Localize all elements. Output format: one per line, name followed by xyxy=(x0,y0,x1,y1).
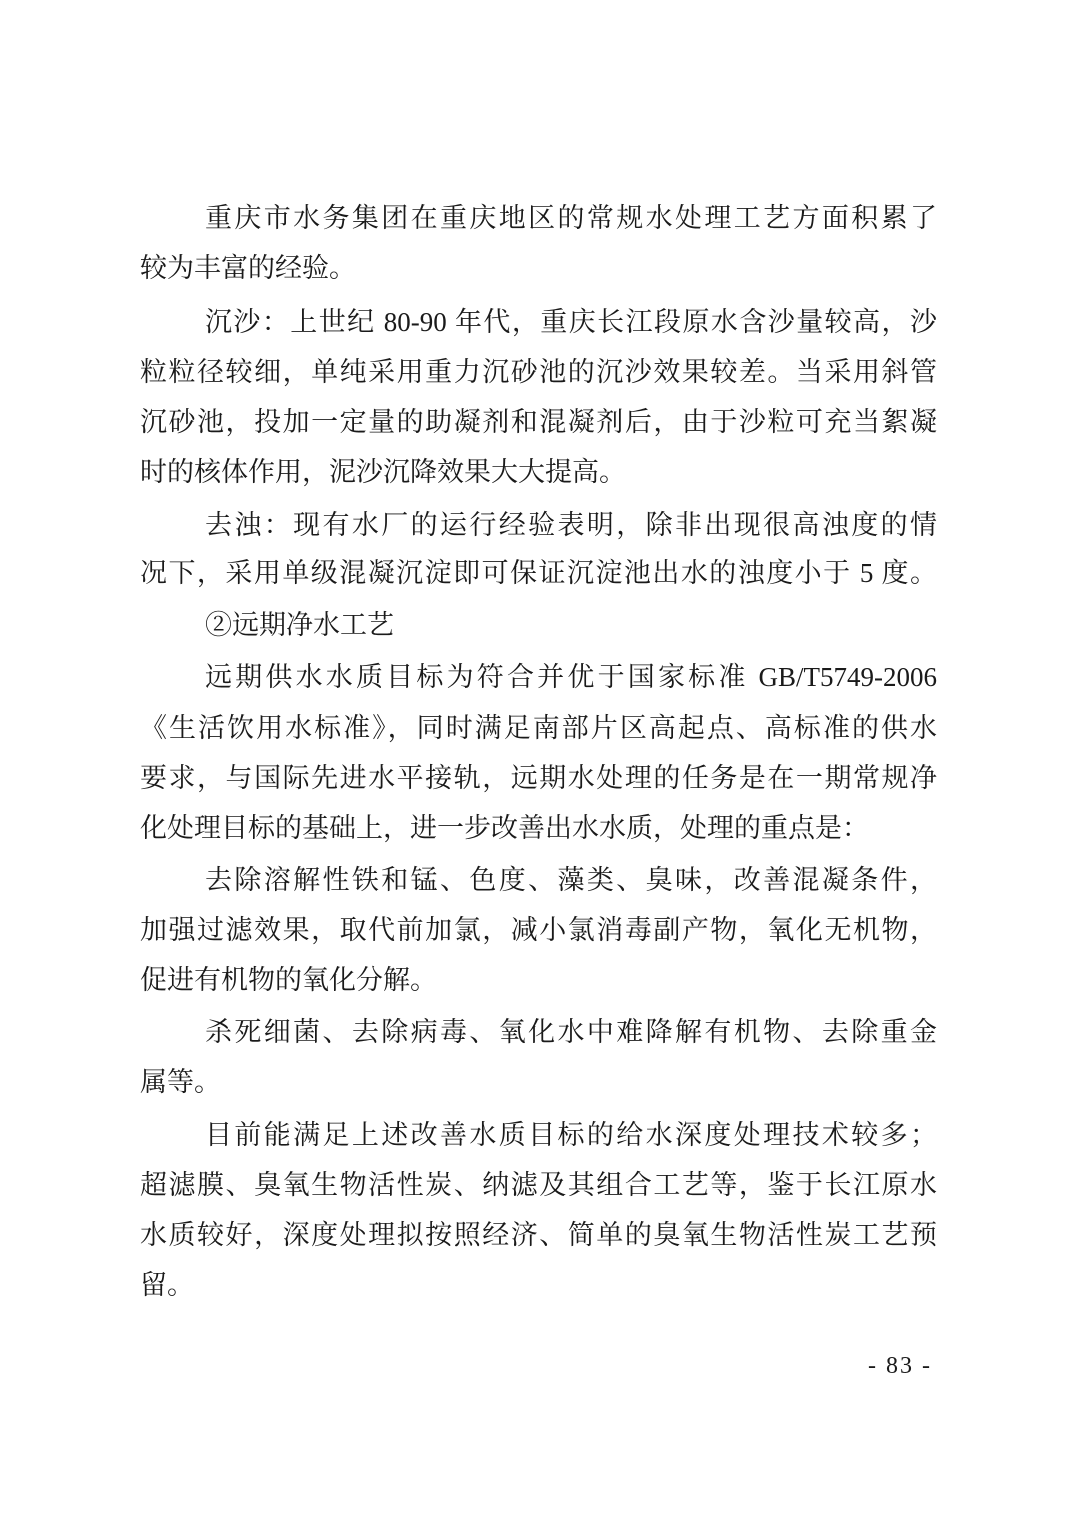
text-line: 粒粒径较细，单纯采用重力沉砂池的沉沙效果较差。当采用斜管 xyxy=(140,357,937,387)
text-line: 超滤膜、臭氧生物活性炭、纳滤及其组合工艺等，鉴于长江原水 xyxy=(140,1170,937,1200)
text-line: 去浊：现有水厂的运行经验表明，除非出现很高浊度的情 xyxy=(205,510,937,540)
text-line: 沉砂池，投加一定量的助凝剂和混凝剂后，由于沙粒可充当絮凝 xyxy=(140,407,937,437)
text-line: 留。 xyxy=(140,1270,194,1300)
text-line: 重庆市水务集团在重庆地区的常规水处理工艺方面积累了 xyxy=(205,203,937,233)
text-line: 促进有机物的氧化分解。 xyxy=(140,965,437,995)
text-line: 化处理目标的基础上，进一步改善出水水质，处理的重点是： xyxy=(140,813,869,843)
text-line: 加强过滤效果，取代前加氯，减小氯消毒副产物，氧化无机物， xyxy=(140,915,937,945)
text-line: ②远期净水工艺 xyxy=(205,610,394,640)
text-line: 要求，与国际先进水平接轨，远期水处理的任务是在一期常规净 xyxy=(140,763,937,793)
text-line: 《生活饮用水标准》，同时满足南部片区高起点、高标准的供水 xyxy=(140,713,937,743)
text-line: 属等。 xyxy=(140,1067,221,1097)
text-line: 况下，采用单级混凝沉淀即可保证沉淀池出水的浊度小于 5 度。 xyxy=(140,558,937,588)
text-line: 远期供水水质目标为符合并优于国家标准 GB/T5749-2006 xyxy=(205,662,937,692)
text-line: 沉沙：上世纪 80-90 年代，重庆长江段原水含沙量较高，沙 xyxy=(205,307,937,337)
page-number: - 83 - xyxy=(868,1353,932,1379)
text-line: 目前能满足上述改善水质目标的给水深度处理技术较多； xyxy=(205,1120,937,1150)
text-line: 水质较好，深度处理拟按照经济、简单的臭氧生物活性炭工艺预 xyxy=(140,1220,937,1250)
text-line: 去除溶解性铁和锰、色度、藻类、臭味，改善混凝条件， xyxy=(205,865,937,895)
text-line: 杀死细菌、去除病毒、氧化水中难降解有机物、去除重金 xyxy=(205,1017,937,1047)
text-line: 较为丰富的经验。 xyxy=(140,253,356,283)
text-line: 时的核体作用，泥沙沉降效果大大提高。 xyxy=(140,457,626,487)
